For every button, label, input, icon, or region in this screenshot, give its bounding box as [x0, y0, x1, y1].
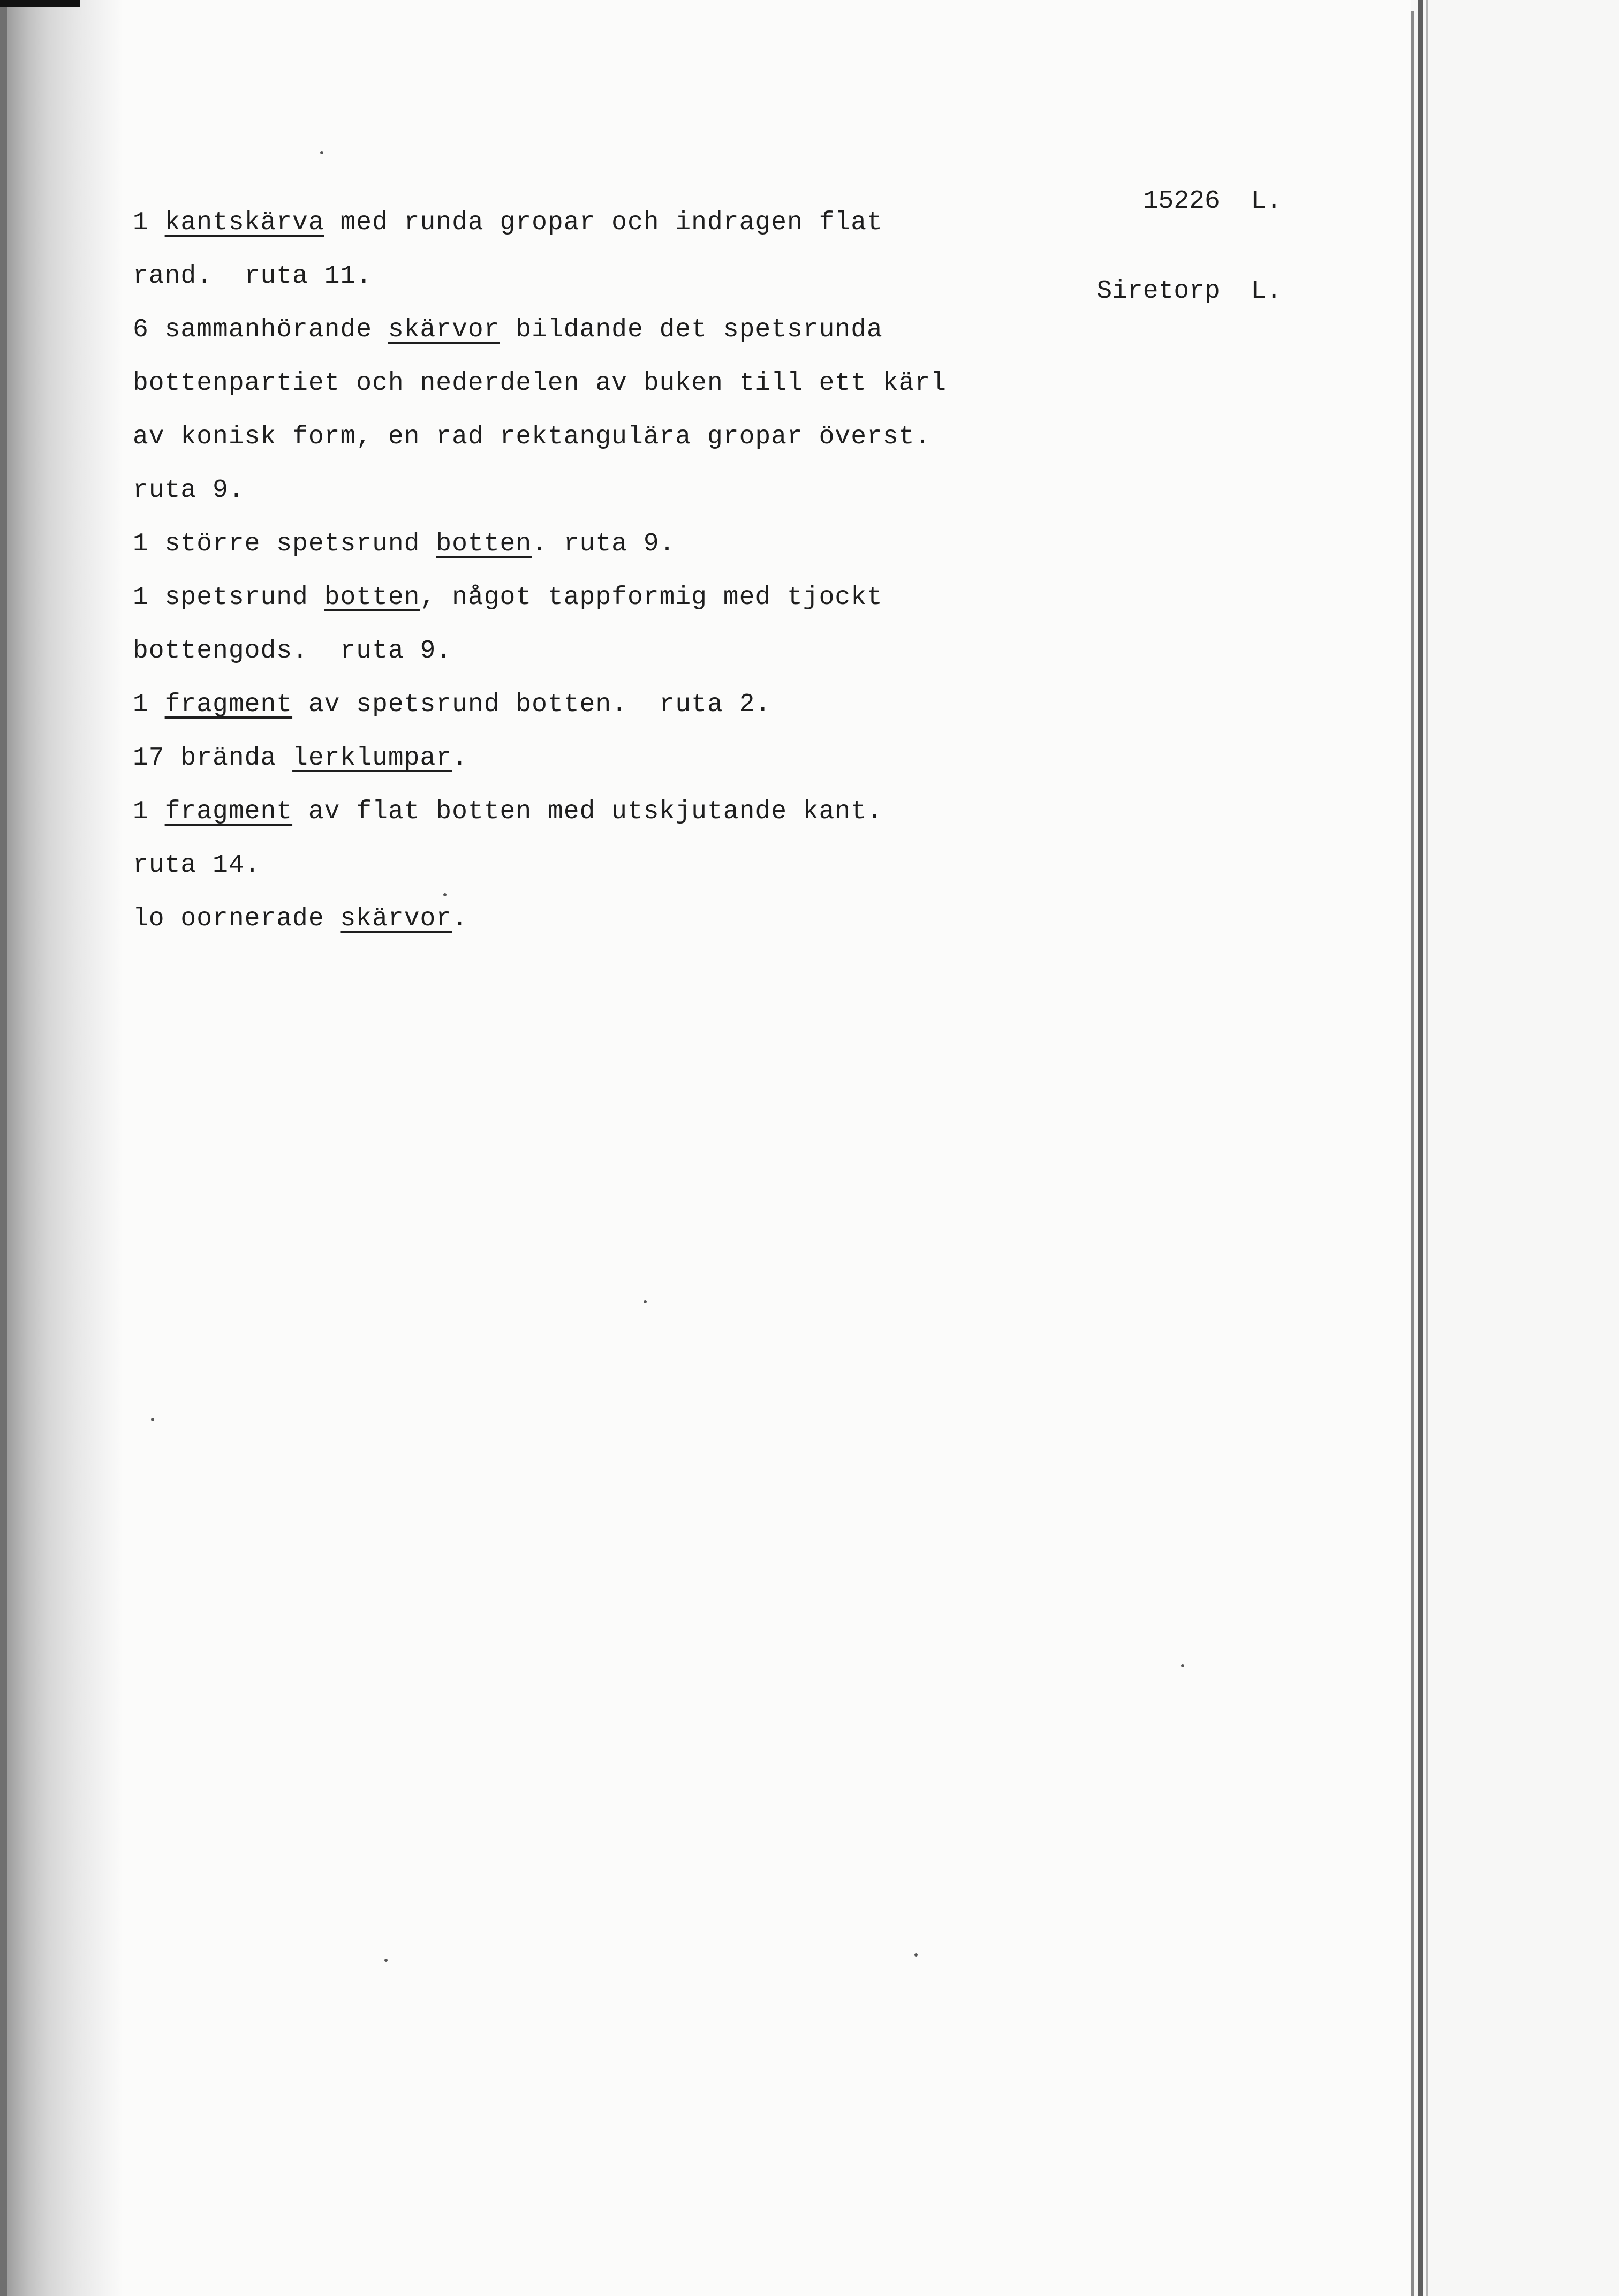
- text-line: [133, 410, 1150, 464]
- text-line: [133, 303, 1150, 357]
- binding-edge-line: [1411, 11, 1414, 2296]
- underlined-term: botten: [436, 530, 532, 558]
- text-segment: med runda gropar och indragen flat: [324, 208, 883, 237]
- text-segment: 1: [133, 208, 165, 237]
- text-segment: av konisk form, en rad rektangulära gropar överst.: [133, 422, 931, 451]
- text-line: [133, 731, 1150, 785]
- underlined-term: lerklumpar: [292, 744, 452, 773]
- text-segment: .: [452, 744, 468, 773]
- text-segment: 6 sammanhörande: [133, 315, 388, 344]
- binding-gutter: [1411, 0, 1619, 2296]
- scan-speck: [1181, 1664, 1184, 1667]
- binding-edge-line: [1426, 0, 1428, 2296]
- text-segment: , något tappformig med tjockt: [420, 583, 883, 612]
- text-line: [133, 464, 1150, 517]
- text-segment: ruta 9.: [133, 476, 245, 505]
- text-line: [133, 196, 1150, 250]
- text-segment: ruta 14.: [133, 851, 261, 880]
- binding-edge-line: [1418, 0, 1423, 2296]
- text-line: [133, 571, 1150, 624]
- text-segment: . ruta 9.: [532, 530, 676, 558]
- underlined-term: skärvor: [340, 904, 452, 933]
- text-line: [133, 250, 1150, 303]
- text-line: [133, 892, 1150, 946]
- text-segment: 1 större spetsrund: [133, 530, 436, 558]
- text-line: [133, 624, 1150, 678]
- text-line: [133, 357, 1150, 410]
- underlined-term: fragment: [164, 690, 293, 719]
- scan-corner-mark: [0, 0, 80, 7]
- scan-shadow-left: [0, 0, 123, 2296]
- text-line: [133, 517, 1150, 571]
- text-segment: bottenpartiet och nederdelen av buken till ett kärl: [133, 369, 947, 398]
- underlined-term: fragment: [164, 797, 293, 826]
- text-segment: 1: [133, 690, 165, 719]
- scan-speck: [320, 151, 323, 154]
- typed-inventory-text: [133, 196, 1150, 946]
- underlined-term: botten: [324, 583, 420, 612]
- site-name: Siretorp L.: [1096, 277, 1282, 306]
- text-segment: lo oornerade: [133, 904, 341, 933]
- text-segment: rand. ruta 11.: [133, 262, 373, 291]
- scan-speck: [914, 1953, 918, 1957]
- text-segment: 1: [133, 797, 165, 826]
- scan-speck: [384, 1959, 388, 1962]
- catalog-number: 15226 L.: [1143, 187, 1282, 216]
- text-line: [133, 839, 1150, 892]
- text-segment: .: [452, 904, 468, 933]
- underlined-term: kantskärva: [164, 208, 324, 237]
- scan-speck: [443, 893, 447, 896]
- text-segment: 17 brända: [133, 744, 293, 773]
- text-segment: bottengods. ruta 9.: [133, 637, 452, 666]
- scan-edge-left: [0, 0, 7, 2296]
- text-segment: 1 spetsrund: [133, 583, 324, 612]
- text-line: [133, 678, 1150, 731]
- text-line: [133, 785, 1150, 839]
- scan-speck: [644, 1300, 647, 1303]
- text-segment: bildande det spetsrunda: [500, 315, 883, 344]
- text-segment: av flat botten med utskjutande kant.: [292, 797, 883, 826]
- text-segment: av spetsrund botten. ruta 2.: [292, 690, 771, 719]
- underlined-term: skärvor: [388, 315, 500, 344]
- scan-speck: [151, 1418, 154, 1421]
